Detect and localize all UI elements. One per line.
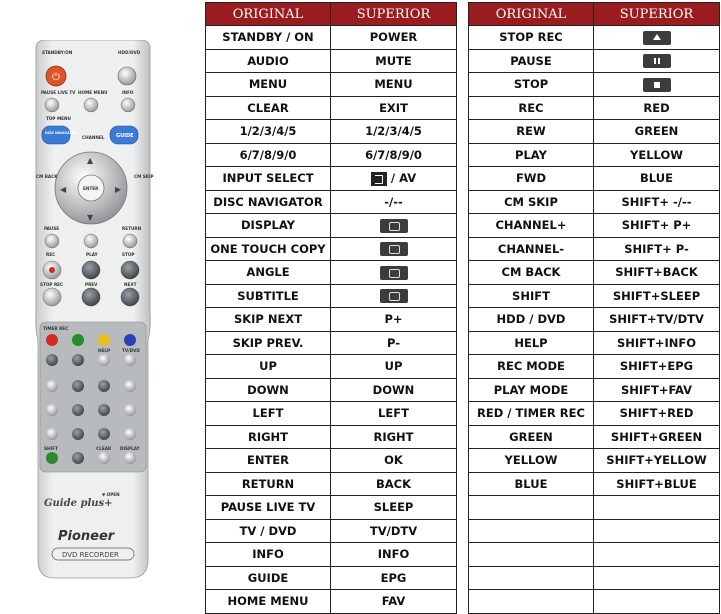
superior-cell: EXIT	[331, 96, 457, 120]
label-enter: ENTER	[83, 186, 99, 191]
superior-cell: MUTE	[331, 49, 457, 73]
superior-cell: DOWN	[331, 378, 457, 402]
table-row	[469, 566, 720, 590]
superior-cell: SHIFT+TV/DTV	[594, 308, 720, 332]
superior-cell: SHIFT+YELLOW	[594, 449, 720, 473]
superior-cell: FAV	[331, 590, 457, 614]
table-row	[469, 120, 720, 144]
pause-button[interactable]	[45, 234, 59, 248]
original-cell: STOP	[469, 73, 594, 97]
label-clear: CLEAR	[96, 446, 112, 451]
table-row	[206, 566, 457, 590]
header-superior: SUPERIOR	[331, 3, 457, 26]
original-cell: REC	[469, 96, 594, 120]
superior-cell: SHIFT+ -/--	[594, 190, 720, 214]
original-cell: YELLOW	[469, 449, 594, 473]
original-cell: RETURN	[206, 472, 331, 496]
original-cell: RIGHT	[206, 425, 331, 449]
label-channel: CHANNEL	[82, 135, 105, 140]
prev-button[interactable]	[82, 288, 100, 306]
table-row	[469, 425, 720, 449]
superior-cell	[331, 237, 457, 261]
original-cell: SUBTITLE	[206, 284, 331, 308]
header-superior: SUPERIOR	[594, 3, 720, 26]
table-row	[206, 308, 457, 332]
original-cell: SKIP PREV.	[206, 331, 331, 355]
superior-cell: 1/2/3/4/5	[331, 120, 457, 144]
superior-cell: SHIFT+BACK	[594, 261, 720, 285]
table-row	[469, 496, 720, 520]
hdd-dvd-button[interactable]	[118, 67, 136, 85]
original-cell: PLAY MODE	[469, 378, 594, 402]
original-cell: ENTER	[206, 449, 331, 473]
table-row	[206, 425, 457, 449]
original-cell	[469, 590, 594, 614]
superior-cell: YELLOW	[594, 143, 720, 167]
superior-cell	[594, 590, 720, 614]
label-return: RETURN	[122, 226, 142, 231]
superior-cell: RED	[594, 96, 720, 120]
stop-button-icon	[643, 78, 671, 92]
superior-cell	[594, 26, 720, 50]
label-tv-dvd: TV/DVD	[122, 348, 140, 353]
table-row	[469, 214, 720, 238]
original-cell: HELP	[469, 331, 594, 355]
display-button-icon	[380, 219, 408, 233]
label-rec: REC	[46, 252, 56, 257]
table-row	[206, 496, 457, 520]
power-icon: ⏻	[52, 72, 60, 83]
superior-cell: BLUE	[594, 167, 720, 191]
superior-cell: SHIFT+ P+	[594, 214, 720, 238]
table-row	[206, 73, 457, 97]
table-row	[469, 355, 720, 379]
table-row	[469, 402, 720, 426]
table-row	[206, 49, 457, 73]
table-row	[206, 472, 457, 496]
table-row	[469, 190, 720, 214]
home-menu-button[interactable]	[84, 98, 98, 112]
superior-cell: SHIFT+BLUE	[594, 472, 720, 496]
original-cell: RED / TIMER REC	[469, 402, 594, 426]
remote-svg	[30, 40, 156, 580]
superior-cell: P-	[331, 331, 457, 355]
label-cm-back: CM BACK	[36, 174, 58, 179]
label-prev: PREV	[85, 282, 98, 287]
original-cell: TV / DVD	[206, 519, 331, 543]
table-row	[469, 73, 720, 97]
green-key[interactable]	[72, 334, 84, 346]
original-cell: STOP REC	[469, 26, 594, 50]
rec-icon	[49, 267, 55, 273]
label-info: INFO	[122, 90, 134, 95]
original-cell: SHIFT	[469, 284, 594, 308]
right-arrow-icon: ▶	[115, 185, 122, 194]
superior-cell: OK	[331, 449, 457, 473]
return-button[interactable]	[123, 234, 137, 248]
table-row	[206, 120, 457, 144]
superior-cell	[594, 73, 720, 97]
label-pause-live: PAUSE LIVE TV	[41, 90, 76, 95]
label-open: ▼ OPEN	[102, 492, 120, 497]
superior-cell: SHIFT+INFO	[594, 331, 720, 355]
table-row	[206, 143, 457, 167]
original-cell: ANGLE	[206, 261, 331, 285]
eject-button-icon	[643, 31, 671, 45]
label-disc-nav: DISC NAVIGATOR	[45, 131, 78, 135]
info-button[interactable]	[121, 98, 135, 112]
superior-cell: UP	[331, 355, 457, 379]
original-cell: CM BACK	[469, 261, 594, 285]
table-row	[206, 190, 457, 214]
superior-cell: SHIFT+ P-	[594, 237, 720, 261]
original-cell	[469, 566, 594, 590]
superior-cell	[331, 214, 457, 238]
table-row	[469, 284, 720, 308]
stop-button[interactable]	[121, 261, 139, 279]
original-cell: GUIDE	[206, 566, 331, 590]
superior-cell: P+	[331, 308, 457, 332]
table-row	[206, 331, 457, 355]
pioneer-logo: Pioneer	[58, 529, 115, 544]
label-play: PLAY	[86, 252, 98, 257]
superior-cell: MENU	[331, 73, 457, 97]
header-original: ORIGINAL	[469, 3, 594, 26]
table-row	[206, 167, 457, 191]
original-cell: HOME MENU	[206, 590, 331, 614]
superior-cell: SHIFT+FAV	[594, 378, 720, 402]
original-cell: DOWN	[206, 378, 331, 402]
superior-cell	[594, 543, 720, 567]
original-cell: 6/7/8/9/0	[206, 143, 331, 167]
pause-button-icon	[643, 54, 671, 68]
superior-cell	[331, 167, 457, 191]
channel-down-button[interactable]	[84, 234, 98, 248]
original-cell: PAUSE LIVE TV	[206, 496, 331, 520]
table-row	[469, 237, 720, 261]
table-row	[469, 449, 720, 473]
disc-navigator-button[interactable]	[42, 126, 70, 144]
header-original: ORIGINAL	[206, 3, 331, 26]
table-row	[469, 472, 720, 496]
table-row	[206, 26, 457, 50]
superior-cell: BACK	[331, 472, 457, 496]
original-cell: CLEAR	[206, 96, 331, 120]
guide-plus-logo: Guide plus+	[44, 498, 113, 509]
superior-cell: POWER	[331, 26, 457, 50]
original-cell: REC MODE	[469, 355, 594, 379]
superior-cell: RIGHT	[331, 425, 457, 449]
dvd-recorder-label: DVD RECORDER	[62, 551, 119, 559]
original-cell: PAUSE	[469, 49, 594, 73]
table-row	[206, 449, 457, 473]
remote-control-image	[30, 40, 156, 580]
label-shift: SHIFT	[44, 446, 58, 451]
superior-cell: TV/DTV	[331, 519, 457, 543]
mapping-table-left	[205, 2, 457, 614]
stop-rec-button[interactable]	[43, 288, 61, 306]
original-cell	[469, 543, 594, 567]
original-cell: LEFT	[206, 402, 331, 426]
original-cell: AUDIO	[206, 49, 331, 73]
superior-text: / AV	[390, 171, 417, 185]
superior-cell	[594, 496, 720, 520]
superior-cell	[594, 49, 720, 73]
table-row	[206, 378, 457, 402]
label-timer-rec: TIMER REC	[43, 326, 69, 331]
original-cell: FWD	[469, 167, 594, 191]
original-cell	[469, 519, 594, 543]
table-row	[469, 167, 720, 191]
table-row	[206, 261, 457, 285]
table-row	[206, 355, 457, 379]
original-cell: SKIP NEXT	[206, 308, 331, 332]
table-row	[469, 378, 720, 402]
table-row	[469, 96, 720, 120]
superior-cell: -/--	[331, 190, 457, 214]
superior-cell: SHIFT+RED	[594, 402, 720, 426]
label-stop: STOP	[122, 252, 135, 257]
next-button[interactable]	[121, 288, 139, 306]
superior-cell: INFO	[331, 543, 457, 567]
table-row	[206, 237, 457, 261]
table-row	[469, 590, 720, 614]
original-cell: REW	[469, 120, 594, 144]
original-cell: CHANNEL+	[469, 214, 594, 238]
down-arrow-icon: ▼	[87, 213, 94, 222]
original-cell: GREEN	[469, 425, 594, 449]
red-key[interactable]	[46, 334, 58, 346]
table-row	[206, 590, 457, 614]
table-row	[469, 49, 720, 73]
table-row	[469, 519, 720, 543]
superior-cell: GREEN	[594, 120, 720, 144]
superior-cell	[331, 284, 457, 308]
table-row	[469, 331, 720, 355]
table-row	[206, 284, 457, 308]
label-guide: GUIDE	[116, 133, 134, 139]
label-home-menu: HOME MENU	[78, 90, 108, 95]
original-cell: HDD / DVD	[469, 308, 594, 332]
av-input-icon	[371, 172, 387, 186]
superior-cell	[594, 566, 720, 590]
label-hdd-dvd: HDD/DVD	[118, 50, 141, 55]
original-cell: MENU	[206, 73, 331, 97]
yellow-key[interactable]	[98, 334, 110, 346]
table-row	[206, 96, 457, 120]
left-arrow-icon: ◀	[60, 185, 67, 194]
label-help: HELP	[98, 348, 111, 353]
table-row	[469, 543, 720, 567]
superior-cell	[594, 519, 720, 543]
table-row	[206, 519, 457, 543]
original-cell: CHANNEL-	[469, 237, 594, 261]
original-cell: ONE TOUCH COPY	[206, 237, 331, 261]
original-cell: INFO	[206, 543, 331, 567]
table-row	[469, 261, 720, 285]
label-display: DISPLAY	[120, 446, 140, 451]
original-cell: UP	[206, 355, 331, 379]
copy-button-icon	[380, 242, 408, 256]
label-cm-skip: CM SKIP	[134, 174, 154, 179]
original-cell: 1/2/3/4/5	[206, 120, 331, 144]
table-row	[206, 543, 457, 567]
original-cell: STANDBY / ON	[206, 26, 331, 50]
superior-cell: SHIFT+GREEN	[594, 425, 720, 449]
label-stop-rec: STOP REC	[40, 282, 64, 287]
play-button[interactable]	[82, 261, 100, 279]
subtitle-button-icon	[380, 289, 408, 303]
original-cell: INPUT SELECT	[206, 167, 331, 191]
original-cell: CM SKIP	[469, 190, 594, 214]
original-cell: DISC NAVIGATOR	[206, 190, 331, 214]
superior-cell	[331, 261, 457, 285]
label-top-menu: TOP MENU	[46, 116, 71, 121]
label-next: NEXT	[124, 282, 137, 287]
table-row	[469, 143, 720, 167]
angle-button-icon	[380, 266, 408, 280]
mapping-table-right	[468, 2, 720, 614]
original-cell	[469, 496, 594, 520]
table-row	[206, 402, 457, 426]
original-cell: BLUE	[469, 472, 594, 496]
original-cell: DISPLAY	[206, 214, 331, 238]
superior-cell: EPG	[331, 566, 457, 590]
table-row	[206, 214, 457, 238]
blue-key[interactable]	[124, 334, 136, 346]
superior-cell: LEFT	[331, 402, 457, 426]
label-pause: PAUSE	[44, 226, 60, 231]
superior-cell: 6/7/8/9/0	[331, 143, 457, 167]
label-standby: STANDBY/ON	[42, 50, 73, 55]
up-arrow-icon: ▲	[87, 156, 94, 165]
superior-cell: SHIFT+SLEEP	[594, 284, 720, 308]
original-cell: PLAY	[469, 143, 594, 167]
table-row	[469, 308, 720, 332]
pause-live-button[interactable]	[45, 98, 59, 112]
table-row	[469, 26, 720, 50]
superior-cell: SLEEP	[331, 496, 457, 520]
superior-cell: SHIFT+EPG	[594, 355, 720, 379]
